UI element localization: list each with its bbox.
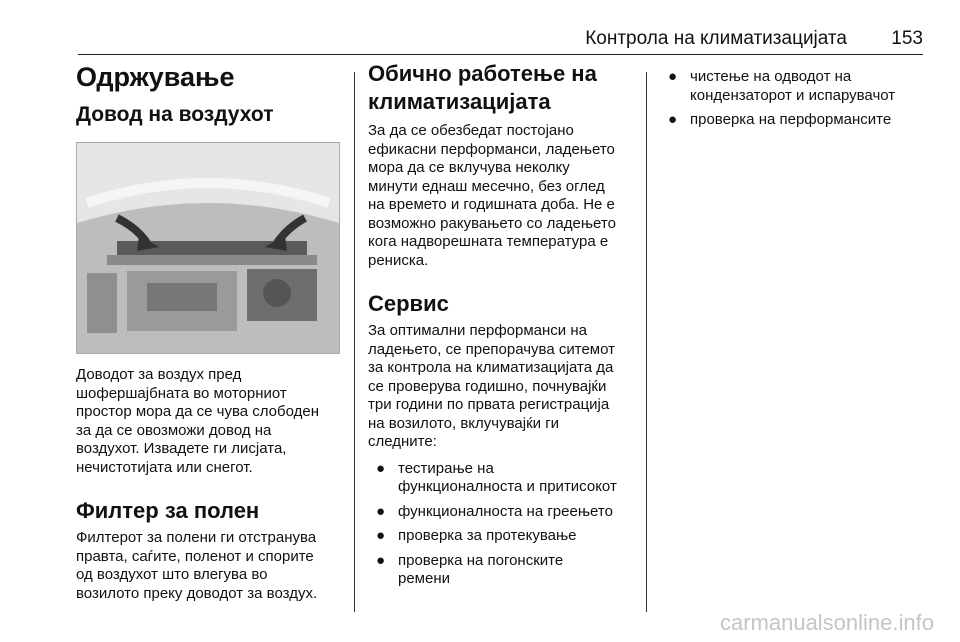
service-checklist — [368, 460, 636, 589]
list-item — [660, 68, 930, 105]
bullet-icon: ● — [668, 68, 678, 85]
service-checklist-continued — [660, 68, 930, 130]
list-item-text: проверка на погонските ремени — [398, 551, 564, 587]
list-item-text: функционалноста на греењето — [398, 502, 613, 520]
bullet-icon: ● — [376, 459, 386, 477]
list-item-text: проверка на перформансите — [690, 111, 892, 128]
page-number: 153 — [891, 28, 923, 49]
column-1 — [76, 60, 346, 603]
bullet-icon: ● — [376, 551, 386, 569]
heading-pollen-filter: Филтер за полен — [76, 498, 260, 523]
bullet-icon: ● — [668, 111, 678, 128]
column-3 — [660, 68, 930, 136]
paragraph-service: За оптимални перформанси на ладењето, се препорачува ситемот за контрола на климатизацијата да се проверува годишно, почнувајќи три години по првата регистрација на возилото, вклучувајќи ги следните: — [368, 322, 615, 450]
list-item — [368, 552, 636, 589]
column-divider — [646, 72, 647, 612]
list-item-text: тестирање на функционалноста и притисокот — [398, 459, 617, 495]
page-header-title: Контрола на климатизацијата — [585, 28, 847, 49]
page-header — [78, 28, 923, 55]
column-2 — [368, 60, 636, 595]
list-item — [368, 460, 636, 497]
watermark: carmanualsonline.info — [719, 610, 934, 635]
list-item-text: проверка за протекување — [398, 527, 577, 544]
list-item-text: чистење на одводот на кондензаторот и испарувачот — [690, 68, 896, 104]
bullet-icon: ● — [376, 527, 386, 544]
list-item — [660, 111, 930, 130]
engine-bay-photo — [76, 142, 340, 354]
paragraph-air-intake: Доводот за воздух пред шофершајбната во моторниот простор мора да се чува слободен за да се овозможи довод на воздухот. Извадете ги лисјата, нечистотијата или снегот. — [76, 366, 320, 476]
section-heading-maintenance: Одржување — [76, 62, 235, 92]
bullet-icon: ● — [376, 502, 386, 520]
paragraph-regular-operation: За да се обезбедат постојано ефикасни перформанси, ладењето мора да се вклучува неколку минути еднаш месечно, без оглед на времето и годишната доба. Не е возможно ракувањето со ладењето кога надворешната температура е рениска. — [368, 122, 616, 269]
heading-regular-operation: Обично работење на климатизацијата — [368, 61, 597, 114]
column-divider — [354, 72, 355, 612]
list-item — [368, 503, 636, 522]
paragraph-pollen-filter: Филтерот за полени ги отстранува правта, саѓите, поленот и спорите од воздухот што влегува во возилото преку доводот за воздух. — [76, 529, 318, 602]
list-item — [368, 527, 636, 546]
subheading-air-intake: Довод на воздухот — [76, 103, 274, 126]
heading-service: Сервис — [368, 291, 449, 316]
